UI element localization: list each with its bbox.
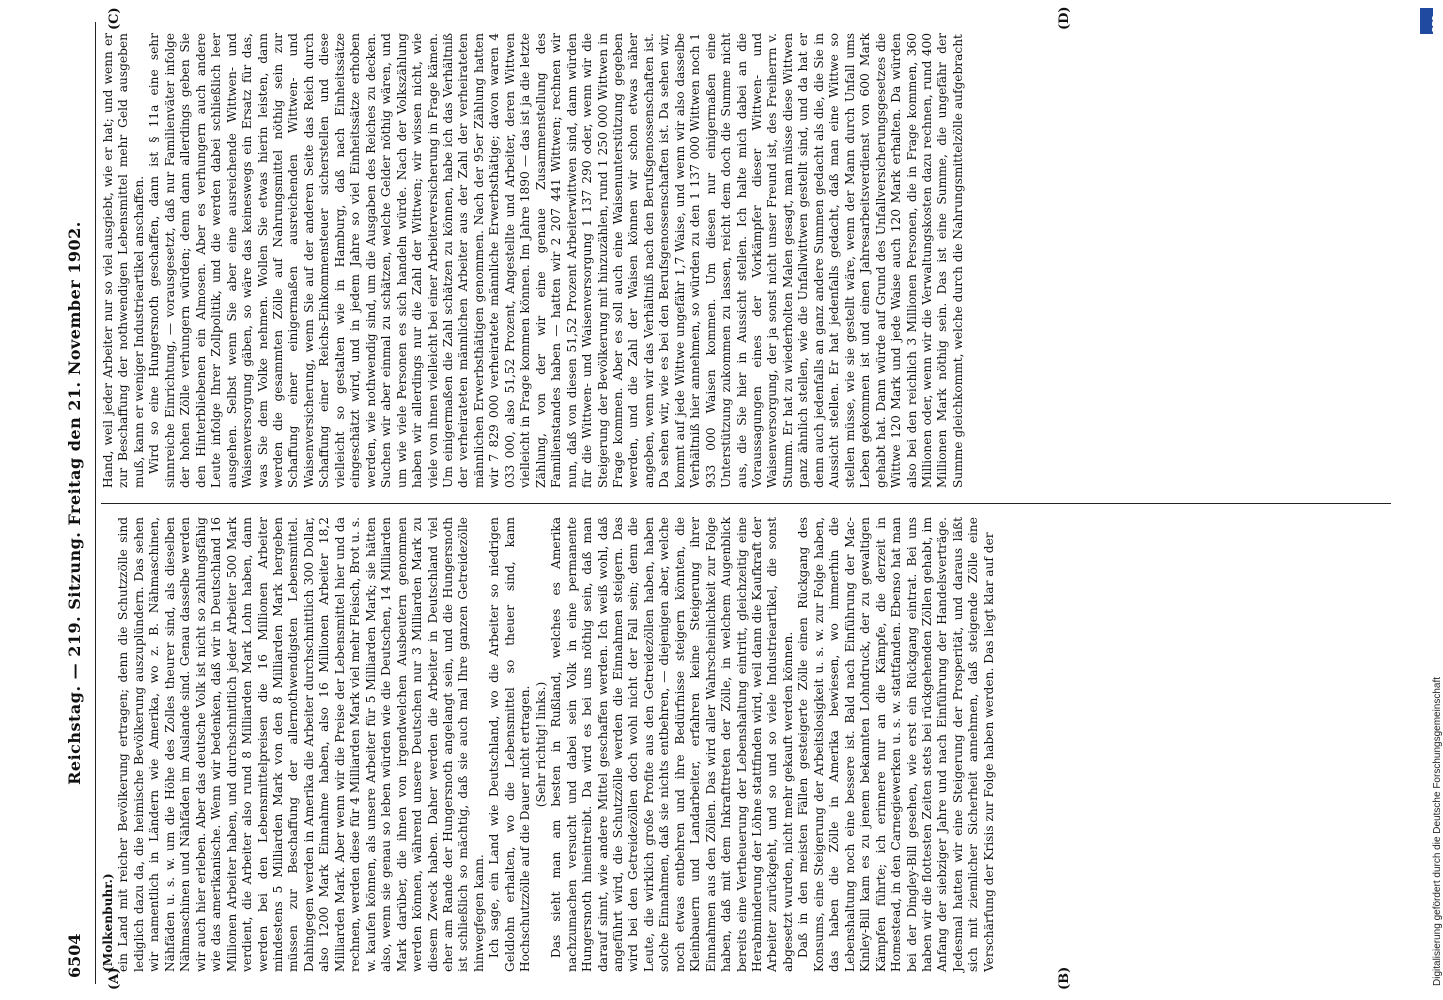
margin-marker-a: (A) [107,967,122,990]
paragraph: ein Land mit reicher Bevölkerung ertragen; denn die Schutzzölle sind lediglich dazu da, die heimische Bevölkerung auszuplündern. Das sehen wir namentlich in Ländern wie Amerika, wo z. B. Nähmaschinen, Nähfäden u. s. w. um die Höhe des Zolles theurer sind, als dieselben Nähmaschinen und Nähfäden im Auslande sind. Genau dasselbe werden wir auch hier erleben. Aber das deutsche Volk ist nicht so zahlungsfähig wie das amerikanische. Wenn wir bedenken, daß wir in Deutschland 16 Millionen Arbeiter haben, und durchschnittlich jeder Arbeiter 500 Mark verdient, die Arbeiter also rund 8 Milliarden Mark Lohn haben, dann werden bei den Lebensmittelpreisen die 16 Millionen Arbeiter mindestens 5 Milliarden Mark von den 8 Milliarden Mark hergeben müssen zur Beschaffung der allernothwendigsten Lebensmittel. Dahingegen werden in Amerika die Arbeiter durchschnittlich 300 Dollar, also 1200 Mark Einnahme haben, also 16 Millionen Arbeiter 18,2 Milliarden Mark. Aber wenn wir die Preise der Lebensmittel hier und da rechnen, werden diese für 4 Milliarden Mark viel mehr Fleisch, Brot u. s. w. kaufen können, als unsere Arbeiter für 5 Milliarden Mark; sie hätten also, wenn sie genau so leben würden wie die Deutschen, 14 Milliarden Mark darüber, die ihnen von irgendwelchen Ausbeutern genommen werden können, während unsere Deutschen nur 3 Milliarden Mark zu diesem Zweck haben. Daher werden die Arbeiter in Deutschland viel eher am Rande der Hungersnoth angelangt sein, und die Hungersnoth ist schließlich so mächtig, daß sie auch mal Ihre ganzen Getreidezölle hinwegfegen kann. [116,517,486,972]
paragraph: Das sieht man am besten in Rußland, welches es Amerika nachzumachen versucht und dabei sein Volk in eine permanente Hungersnoth hineintreibt. Da wird es bei uns nöthig sein, daß man darauf sinnt, wie andere Mittel geschaffen werden. Ich weiß wohl, daß angeführt wird, die Schutzzölle werden die Einnahmen steigern. Das wird bei den Getreidezöllen doch wohl nicht der Fall sein; denn die Leute, die wirklich große Profite aus den Getreidezöllen haben, haben solche Einnahmen, daß sie nichts entbehren, — diejenigen aber, welche noch etwas entbehren und ihre Bedürfnisse steigern könnten, die Kleinbauern und Landarbeiter, erfahren keine Steigerung ihrer Einnahmen aus den Zöllen. Das wird aller Wahrscheinlichkeit zur Folge haben, daß mit dem Inkrafttreten der Zölle, in welchem Augenblick bereits eine Vertheuerung der Lebenshaltung eintritt, gleichzeitig eine Herabminderung der Löhne stattfinden wird, weil dann die Kaufkraft der Arbeiter zurückgeht, und so und so viele Industrieartikel, die sonst abgesetzt wurden, nicht mehr gekauft werden können. [549,517,795,972]
speaker-name: (Molkenbuhr.) [101,873,115,972]
paragraph: Ich sage, ein Land wie Deutschland, wo die Arbeiter so niedrigen Geldlohn erhalten, wo die Lebensmittel so theuer sind, kann Hochschutzzölle auf die Dauer nicht ertragen. [487,517,533,972]
header-title: Reichstag. — 219. Sitzung. Freitag den 21. November 1902. [65,221,84,785]
margin-marker-d: (D) [1057,6,1072,30]
rotated-page [57,6,1397,990]
credit-text: Digitalisierung gefördert durch die Deutsche Forschungsgemeinschaft [1432,676,1443,986]
header-rule [95,22,96,984]
column-divider [101,503,1391,504]
page-header [57,22,93,984]
margin-marker-b: (B) [1057,966,1072,990]
paragraph: Hand, weil jeder Arbeiter nur so viel ausgiebt, wie er hat; und wenn er zur Beschaffung der nothwendigen Lebensmittel mehr Geld ausgeben muß, kann er weniger Industrieartikel anschaffen. [101,33,146,488]
logo-text: DFG [1431,15,1440,32]
paragraph: Daß in den meisten Fällen gesteigerte Zölle einen Rückgang des Konsums, eine Steigerung der Arbeitslosigkeit u. s. w. zur Folge haben, das haben die Zölle in Amerika bewiesen, wo immerhin die Lebenshaltung noch eine bessere ist. Bald nach Einführung der Mac-Kinley-Bill kam es zu jenem bekannten Lohndruck, der zu gewaltigen Kämpfen führte; ich erinnere nur an die Kämpfe, die derzeit in Homestead, in den Carnegiewerken u. s. w. stattfanden. Ebenso hat man bei der Dingley-Bill gesehen, wie erst ein Rückgang eintrat. Bei uns haben wir die flottesten Zeiten stets bei rückgehenden Zöllen gehabt, im Anfang der siebziger Jahre und nach Einführung der Handelsverträge. Jedesmal hatten wir eine Steigerung der Prosperität, und daraus läßt sich mit ziemlicher Sicherheit annehmen, daß steigende Zölle eine Verschärfung der Krisis zur Folge haben werden. Das liegt klar auf der [796,517,996,972]
margin-marker-c: (C) [107,7,122,30]
interjection: (Sehr richtig! links.) [533,681,548,808]
left-column [101,517,1391,972]
paragraph: Wird so eine Hungersnoth geschaffen, dann ist § 11a eine sehr sinnreiche Einrichtung, — vorausgesetzt, daß nur Familienväter infolge der hohen Zölle verhungern würden; denn dann allerdings geben Sie den Hinterbliebenen ein Almosen. Aber es verhungern auch andere Leute infolge Ihrer Zollpolitik, und die werden dabei schließlich leer ausgehen. Selbst wenn Sie aber eine ausreichende Wittwen- und Waisenversorgung gäben, so wäre das keineswegs ein Ersatz für das, was Sie dem Volke nehmen. Wollen Sie etwas hierin leisten, dann werden die gesammten Zölle auf Nahrungsmittel nöthig sein zur Schaffung einer einigermaßen ausreichenden Wittwen- und Waisenversicherung, wenn Sie auf der anderen Seite das Reich durch Schaffung einer Reichs-Einkommensteuer sicherstellen und diese vielleicht so gestalten wie in Hamburg, daß nach Einheitssätze eingeschätzt wird, und in jedem Jahre so viel Einheitssätze erhoben werden, wie nothwendig sind, um die Ausgaben des Reiches zu decken. Suchen wir aber einmal zu schätzen, welche Gelder nöthig wären, und um wie viele Personen es sich handeln würde. Nach der Volkszählung haben wir allerdings nur die Zahl der Wittwen; wir wissen nicht, wie viele von ihnen vielleicht bei einer Arbeiterversicherung in Frage kämen. Um einigermaßen die Zahl schätzen zu können, habe ich das Verhältniß der verheirateten männlichen Arbeiter aus der Zahl der verheirateten männlichen Erwerbsthätigen genommen. Nach der 95er Zählung hatten wir 7 829 000 verheiratete männliche Erwerbsthätige; davon waren 4 033 000, also 51,52 Prozent, Angestellte und Arbeiter, deren Wittwen vielleicht in Frage kommen können. Im Jahre 1890 — das ist ja die letzte Zählung, von der wir eine genaue Zusammenstellung des Familienstandes haben — hatten wir 2 207 441 Wittwen; rechnen wir nun, daß von diesen 51,52 Prozent Arbeiterwittwen sind, dann würden für die Wittwen- und Waisenversorgung 1 137 290 oder, wenn wir die Steigerung der Bevölkerung mit hinzuzählen, rund 1 250 000 Wittwen in Frage kommen. Aber es soll auch eine Waisenunterstützung gegeben werden, und die Zahl der Waisen können wir schon etwas näher angeben, wenn wir das Verhältniß nach den Berufsgenossenschaften ist. Da sehen wir, wie es bei den Berufsgenossenschaften ist. Da sehen wir, kommt auf jede Wittwe ungefähr 1,7 Waise, und wenn wir also dasselbe Verhältniß hier annehmen, so würden zu den 1 137 000 Wittwen noch 1 933 000 Waisen kommen. Um diesen nur einigermaßen eine Unterstützung zukommen zu lassen, reicht dem doch die Summe nicht aus, die Sie hier in Aussicht stellen. Ich halte mich dabei an die Voraussagungen eines der Vorkämpfer dieser Wittwen- und Waisenversorgung, der ja sonst nicht unser Freund ist, des Freiherrn v. Stumm. Er hat zu wiederholten Malen gesagt, man müsse diese Wittwen ganz ähnlich stellen, wie die Unfallwittwen gestellt sind, und da hat er denn auch jedenfalls an ganz andere Summen gedacht als die, die Sie in Aussicht stellen. Er hat jedenfalls gedacht, daß man eine Wittwe so stellen müsse, wie sie gestellt wäre, wenn der Mann durch Unfall ums Leben gekommen ist und einen Jahresarbeitsverdienst von 600 Mark gehabt hat. Dann würde auf Grund des Unfallversicherungsgesetzes die Wittwe 120 Mark und jede Waise auch 120 Mark erhalten. Da würden also bei den reichlich 3 Millionen Personen, die in Frage kommen, 360 Millionen oder, wenn wir die Verwaltungskosten dazu rechnen, rund 400 Millionen Mark nöthig sein. Das ist eine Summe, die ungefähr der Summe gleichkommt, welche durch die Nahrungsmittelzölle aufgebracht [147,33,965,488]
right-column [101,33,1391,488]
page-number: 6504 [65,933,84,978]
dfg-logo-icon [1420,8,1440,34]
